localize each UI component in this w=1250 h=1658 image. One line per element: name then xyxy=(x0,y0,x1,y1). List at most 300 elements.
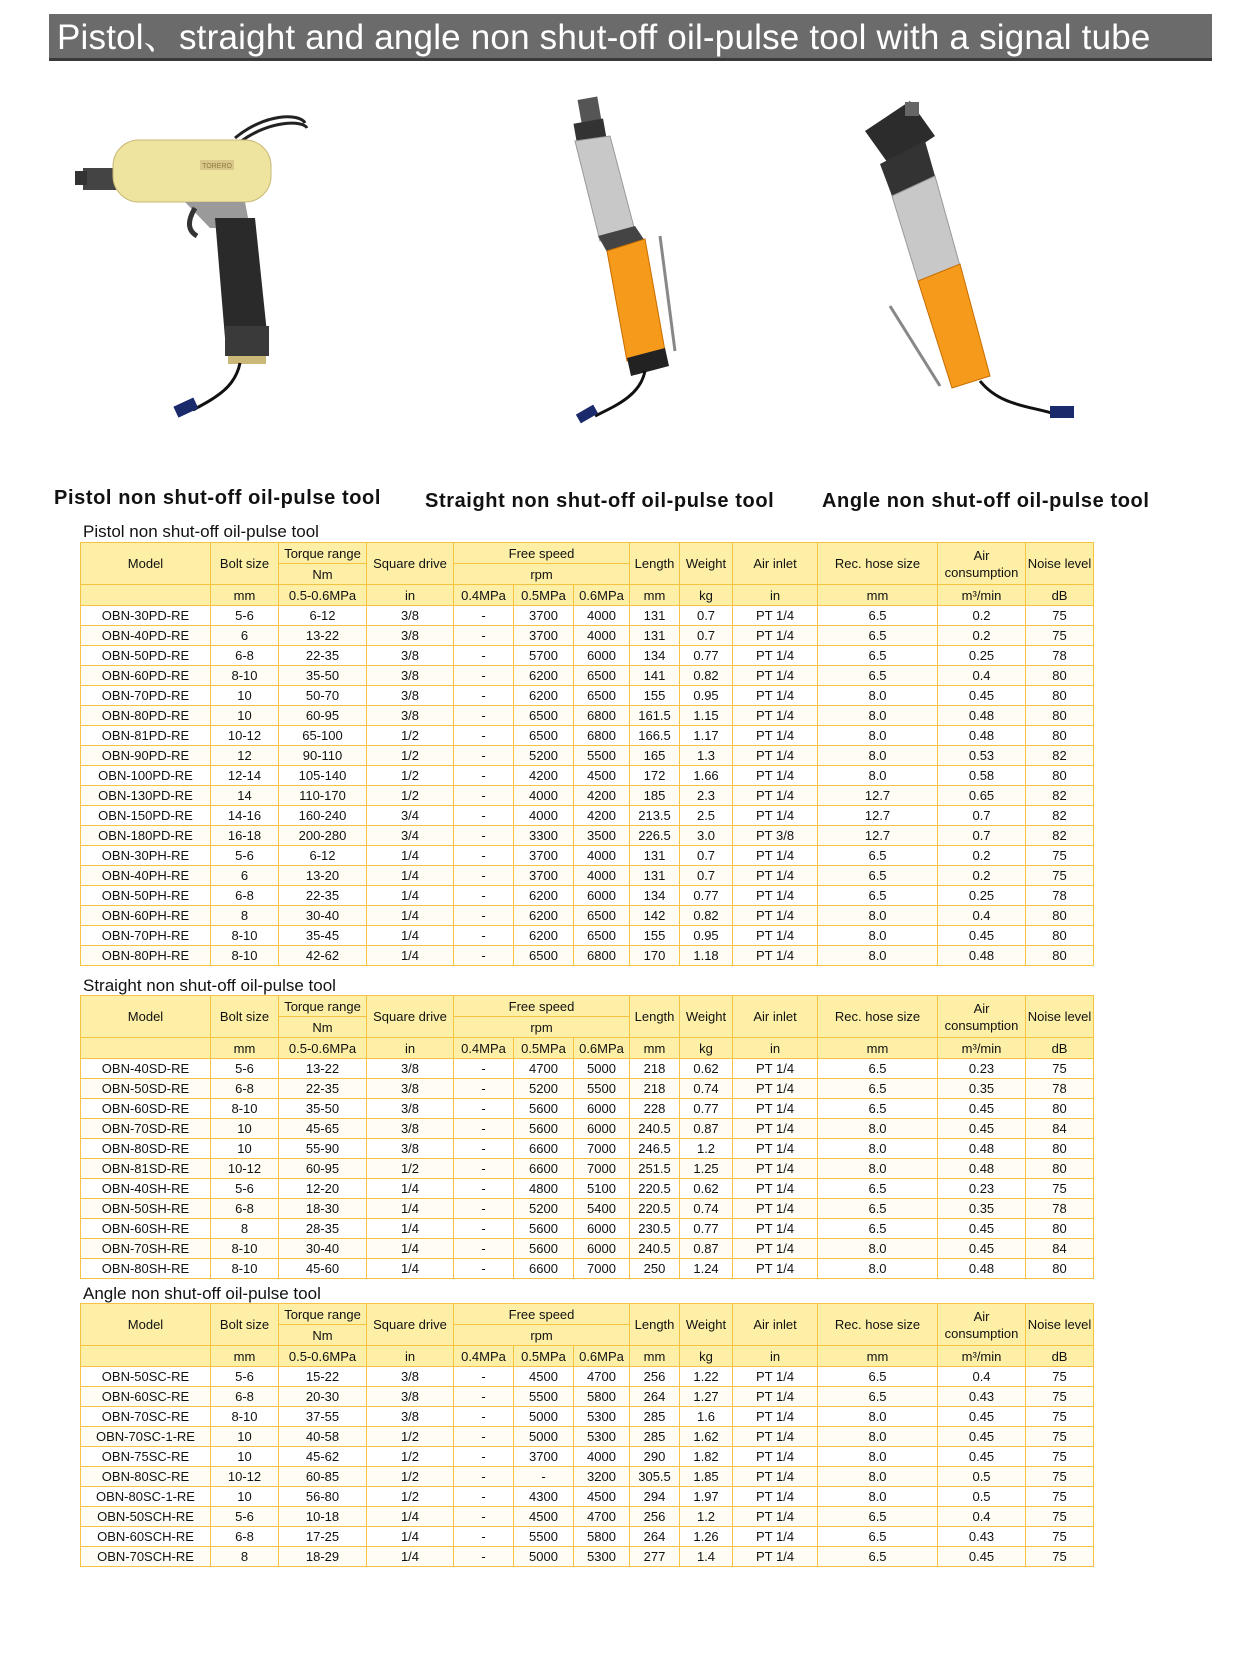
unit-cell: dB xyxy=(1026,1038,1094,1059)
straight-caption: Straight non shut-off oil-pulse tool xyxy=(425,490,775,512)
header-bolt-size: Bolt size xyxy=(211,996,279,1038)
header-rec-hose-size: Rec. hose size xyxy=(818,1304,938,1346)
spec-cell: 240.5 xyxy=(630,1239,680,1259)
model-cell: OBN-30PH-RE xyxy=(81,846,211,866)
spec-cell: - xyxy=(454,766,514,786)
spec-cell: 218 xyxy=(630,1059,680,1079)
spec-cell: 3/8 xyxy=(367,706,454,726)
table-row xyxy=(81,746,1094,766)
angle-caption: Angle non shut-off oil-pulse tool xyxy=(822,490,1150,512)
spec-cell: 4700 xyxy=(514,1059,574,1079)
spec-cell: 84 xyxy=(1026,1239,1094,1259)
spec-cell: PT 1/4 xyxy=(733,906,818,926)
spec-cell: 6600 xyxy=(514,1159,574,1179)
spec-cell: - xyxy=(454,946,514,966)
spec-cell: 8.0 xyxy=(818,906,938,926)
unit-cell: mm xyxy=(818,585,938,606)
header-square-drive: Square drive xyxy=(367,996,454,1038)
table-row xyxy=(81,1159,1094,1179)
unit-cell: dB xyxy=(1026,585,1094,606)
spec-cell: 1.22 xyxy=(680,1367,733,1387)
spec-cell: 0.45 xyxy=(938,1407,1026,1427)
spec-cell: PT 1/4 xyxy=(733,726,818,746)
spec-cell: 3700 xyxy=(514,1447,574,1467)
spec-cell: 6-12 xyxy=(279,606,367,626)
spec-cell: 1/2 xyxy=(367,786,454,806)
spec-cell: 3500 xyxy=(574,826,630,846)
model-cell: OBN-60PH-RE xyxy=(81,906,211,926)
spec-cell: 6000 xyxy=(574,1219,630,1239)
spec-cell: 75 xyxy=(1026,606,1094,626)
model-cell: OBN-50SD-RE xyxy=(81,1079,211,1099)
spec-cell: - xyxy=(454,1139,514,1159)
spec-cell: 8.0 xyxy=(818,1467,938,1487)
table-row xyxy=(81,646,1094,666)
pistol-tool-image xyxy=(75,108,335,438)
unit-cell: m³/min xyxy=(938,585,1026,606)
spec-cell: 1/4 xyxy=(367,866,454,886)
model-cell: OBN-70SH-RE xyxy=(81,1239,211,1259)
spec-cell: 6500 xyxy=(574,686,630,706)
spec-cell: 8-10 xyxy=(211,1259,279,1279)
spec-cell: 8.0 xyxy=(818,1487,938,1507)
spec-cell: 45-62 xyxy=(279,1447,367,1467)
header-torque-unit: Nm xyxy=(279,1325,367,1346)
spec-cell: PT 1/4 xyxy=(733,1219,818,1239)
pistol-table-title: Pistol non shut-off oil-pulse tool xyxy=(83,522,319,541)
spec-cell: - xyxy=(454,1507,514,1527)
spec-cell: 30-40 xyxy=(279,1239,367,1259)
spec-cell: 75 xyxy=(1026,626,1094,646)
table-row xyxy=(81,886,1094,906)
spec-cell: 6200 xyxy=(514,886,574,906)
header-length: Length xyxy=(630,996,680,1038)
spec-cell: 17-25 xyxy=(279,1527,367,1547)
header-noise-level: Noise level xyxy=(1026,543,1094,585)
header-air-inlet: Air inlet xyxy=(733,543,818,585)
spec-cell: 5000 xyxy=(514,1407,574,1427)
spec-cell: PT 1/4 xyxy=(733,1547,818,1567)
spec-cell: - xyxy=(454,1527,514,1547)
table-row xyxy=(81,926,1094,946)
spec-cell: 1.66 xyxy=(680,766,733,786)
spec-cell: 0.7 xyxy=(938,806,1026,826)
model-cell: OBN-40SH-RE xyxy=(81,1179,211,1199)
model-cell: OBN-80PD-RE xyxy=(81,706,211,726)
unit-cell: 0.5MPa xyxy=(514,1038,574,1059)
spec-cell: - xyxy=(454,646,514,666)
spec-cell: 5-6 xyxy=(211,1059,279,1079)
spec-cell: 4000 xyxy=(574,866,630,886)
spec-cell: 294 xyxy=(630,1487,680,1507)
spec-cell: 14 xyxy=(211,786,279,806)
spec-cell: 0.45 xyxy=(938,1547,1026,1567)
straight-tool-image xyxy=(565,96,695,436)
spec-cell: 131 xyxy=(630,626,680,646)
table-row xyxy=(81,806,1094,826)
table-row xyxy=(81,1407,1094,1427)
spec-cell: 6-12 xyxy=(279,846,367,866)
spec-cell: - xyxy=(454,626,514,646)
table-row xyxy=(81,1079,1094,1099)
spec-cell: 0.45 xyxy=(938,1119,1026,1139)
spec-cell: 4000 xyxy=(574,1447,630,1467)
model-cell: OBN-40PH-RE xyxy=(81,866,211,886)
spec-cell: 5300 xyxy=(574,1547,630,1567)
spec-cell: 8 xyxy=(211,1219,279,1239)
spec-cell: 80 xyxy=(1026,1139,1094,1159)
spec-cell: 0.5 xyxy=(938,1467,1026,1487)
unit-cell: in xyxy=(367,585,454,606)
spec-cell: PT 1/4 xyxy=(733,1239,818,1259)
header-air-inlet: Air inlet xyxy=(733,996,818,1038)
spec-cell: 200-280 xyxy=(279,826,367,846)
spec-cell: 12 xyxy=(211,746,279,766)
header-noise-level: Noise level xyxy=(1026,996,1094,1038)
spec-cell: 6600 xyxy=(514,1259,574,1279)
table-row xyxy=(81,1507,1094,1527)
spec-cell: 228 xyxy=(630,1099,680,1119)
spec-cell: 213.5 xyxy=(630,806,680,826)
spec-cell: 35-50 xyxy=(279,1099,367,1119)
spec-cell: 0.45 xyxy=(938,926,1026,946)
angle-table-title: Angle non shut-off oil-pulse tool xyxy=(83,1284,321,1303)
spec-cell: 1/4 xyxy=(367,1507,454,1527)
spec-cell: 6.5 xyxy=(818,606,938,626)
header-bolt-size: Bolt size xyxy=(211,543,279,585)
spec-cell: PT 1/4 xyxy=(733,1367,818,1387)
spec-cell: 6.5 xyxy=(818,1219,938,1239)
spec-cell: 1/2 xyxy=(367,726,454,746)
spec-cell: 5600 xyxy=(514,1219,574,1239)
spec-cell: 6.5 xyxy=(818,1079,938,1099)
spec-cell: - xyxy=(454,846,514,866)
spec-cell: 0.77 xyxy=(680,1219,733,1239)
table-row xyxy=(81,766,1094,786)
spec-cell: 230.5 xyxy=(630,1219,680,1239)
spec-cell: 0.48 xyxy=(938,706,1026,726)
spec-cell: 8.0 xyxy=(818,1119,938,1139)
spec-cell: 8.0 xyxy=(818,946,938,966)
spec-cell: 1.25 xyxy=(680,1159,733,1179)
spec-cell: PT 1/4 xyxy=(733,666,818,686)
spec-cell: 155 xyxy=(630,686,680,706)
spec-cell: 0.77 xyxy=(680,1099,733,1119)
spec-cell: 0.48 xyxy=(938,1159,1026,1179)
spec-cell: 161.5 xyxy=(630,706,680,726)
unit-cell: m³/min xyxy=(938,1038,1026,1059)
header-torque-unit: Nm xyxy=(279,1017,367,1038)
spec-cell: 0.45 xyxy=(938,1099,1026,1119)
spec-cell: 14-16 xyxy=(211,806,279,826)
spec-cell: 1/4 xyxy=(367,1527,454,1547)
spec-cell: 6.5 xyxy=(818,666,938,686)
spec-cell: - xyxy=(454,606,514,626)
spec-cell: 4700 xyxy=(574,1507,630,1527)
spec-cell: 6-8 xyxy=(211,1079,279,1099)
spec-cell: 5600 xyxy=(514,1119,574,1139)
spec-cell: 0.7 xyxy=(938,826,1026,846)
unit-cell: 0.6MPa xyxy=(574,585,630,606)
spec-cell: 1/4 xyxy=(367,906,454,926)
spec-cell: 0.25 xyxy=(938,886,1026,906)
angle-tool-image xyxy=(860,96,1110,436)
spec-cell: 0.2 xyxy=(938,846,1026,866)
model-cell: OBN-130PD-RE xyxy=(81,786,211,806)
spec-cell: 3/8 xyxy=(367,686,454,706)
spec-cell: 0.87 xyxy=(680,1239,733,1259)
spec-cell: 170 xyxy=(630,946,680,966)
spec-cell: - xyxy=(454,1487,514,1507)
spec-cell: 6.5 xyxy=(818,1199,938,1219)
header-speed-unit: rpm xyxy=(454,1017,630,1038)
spec-cell: 0.35 xyxy=(938,1079,1026,1099)
table-row xyxy=(81,626,1094,646)
model-cell: OBN-70PH-RE xyxy=(81,926,211,946)
spec-cell: - xyxy=(454,1259,514,1279)
unit-cell: mm xyxy=(630,1346,680,1367)
spec-cell: 256 xyxy=(630,1507,680,1527)
table-row xyxy=(81,1467,1094,1487)
spec-cell: 0.4 xyxy=(938,1367,1026,1387)
spec-cell: 142 xyxy=(630,906,680,926)
spec-cell: 1/4 xyxy=(367,846,454,866)
spec-cell: - xyxy=(454,1387,514,1407)
unit-cell: 0.6MPa xyxy=(574,1038,630,1059)
spec-cell: 185 xyxy=(630,786,680,806)
header-length: Length xyxy=(630,1304,680,1346)
spec-cell: 6 xyxy=(211,626,279,646)
spec-cell: 50-70 xyxy=(279,686,367,706)
spec-cell: 1.6 xyxy=(680,1407,733,1427)
spec-cell: 6 xyxy=(211,866,279,886)
spec-cell: 8.0 xyxy=(818,1427,938,1447)
unit-cell: kg xyxy=(680,1346,733,1367)
spec-cell: 5-6 xyxy=(211,606,279,626)
spec-cell: 0.45 xyxy=(938,1447,1026,1467)
spec-cell: 3700 xyxy=(514,606,574,626)
table-row xyxy=(81,846,1094,866)
table-row xyxy=(81,606,1094,626)
spec-cell: 78 xyxy=(1026,886,1094,906)
spec-cell: 16-18 xyxy=(211,826,279,846)
spec-cell: 6.5 xyxy=(818,1527,938,1547)
spec-cell: 7000 xyxy=(574,1259,630,1279)
model-cell: OBN-75SC-RE xyxy=(81,1447,211,1467)
header-torque-range: Torque range xyxy=(279,996,367,1017)
spec-cell: - xyxy=(454,926,514,946)
header-noise-level: Noise level xyxy=(1026,1304,1094,1346)
spec-cell: 5500 xyxy=(574,1079,630,1099)
spec-cell: 6-8 xyxy=(211,1199,279,1219)
model-cell: OBN-50SCH-RE xyxy=(81,1507,211,1527)
model-cell: OBN-80SC-1-RE xyxy=(81,1487,211,1507)
spec-cell: 251.5 xyxy=(630,1159,680,1179)
table-row xyxy=(81,826,1094,846)
spec-cell: 1/2 xyxy=(367,1427,454,1447)
spec-cell: 3700 xyxy=(514,846,574,866)
model-cell: OBN-40SD-RE xyxy=(81,1059,211,1079)
spec-cell: 5500 xyxy=(574,746,630,766)
table-row xyxy=(81,1119,1094,1139)
unit-cell: kg xyxy=(680,1038,733,1059)
spec-cell: 0.77 xyxy=(680,886,733,906)
spec-cell: 75 xyxy=(1026,866,1094,886)
unit-cell: in xyxy=(733,1346,818,1367)
spec-cell: 10 xyxy=(211,706,279,726)
spec-cell: 56-80 xyxy=(279,1487,367,1507)
spec-cell: 0.43 xyxy=(938,1387,1026,1407)
spec-cell: 6000 xyxy=(574,1099,630,1119)
spec-cell: 4500 xyxy=(574,1487,630,1507)
spec-cell: 5-6 xyxy=(211,846,279,866)
spec-cell: 5400 xyxy=(574,1199,630,1219)
spec-cell: 5600 xyxy=(514,1099,574,1119)
header-free-speed: Free speed xyxy=(454,1304,630,1325)
model-cell: OBN-50SC-RE xyxy=(81,1367,211,1387)
spec-cell: 6500 xyxy=(514,726,574,746)
header-model: Model xyxy=(81,1304,211,1346)
spec-cell: 1.4 xyxy=(680,1547,733,1567)
spec-cell: 134 xyxy=(630,646,680,666)
spec-cell: 22-35 xyxy=(279,886,367,906)
model-cell: OBN-70SCH-RE xyxy=(81,1547,211,1567)
header-square-drive: Square drive xyxy=(367,1304,454,1346)
spec-cell: 80 xyxy=(1026,1219,1094,1239)
spec-cell: 246.5 xyxy=(630,1139,680,1159)
spec-cell: 3300 xyxy=(514,826,574,846)
spec-cell: PT 1/4 xyxy=(733,606,818,626)
unit-cell: 0.5-0.6MPa xyxy=(279,1346,367,1367)
header-air-inlet: Air inlet xyxy=(733,1304,818,1346)
spec-cell: 7000 xyxy=(574,1159,630,1179)
spec-cell: 4200 xyxy=(514,766,574,786)
unit-cell: 0.6MPa xyxy=(574,1346,630,1367)
spec-cell: - xyxy=(514,1467,574,1487)
spec-cell: 0.4 xyxy=(938,906,1026,926)
spec-cell: 6.5 xyxy=(818,1179,938,1199)
header-torque-unit: Nm xyxy=(279,564,367,585)
spec-cell: - xyxy=(454,726,514,746)
spec-cell: PT 1/4 xyxy=(733,1079,818,1099)
table-row xyxy=(81,706,1094,726)
spec-cell: PT 1/4 xyxy=(733,1527,818,1547)
spec-cell: 0.7 xyxy=(680,606,733,626)
spec-cell: 1/4 xyxy=(367,886,454,906)
spec-cell: PT 1/4 xyxy=(733,806,818,826)
spec-cell: 1.26 xyxy=(680,1527,733,1547)
spec-cell: 10 xyxy=(211,1427,279,1447)
spec-cell: 4200 xyxy=(574,786,630,806)
spec-cell: 82 xyxy=(1026,806,1094,826)
spec-cell: 1/4 xyxy=(367,1199,454,1219)
spec-cell: 6800 xyxy=(574,706,630,726)
table-row xyxy=(81,866,1094,886)
spec-cell: 82 xyxy=(1026,826,1094,846)
spec-cell: 8-10 xyxy=(211,1099,279,1119)
spec-cell: PT 1/4 xyxy=(733,886,818,906)
spec-cell: 6500 xyxy=(574,926,630,946)
spec-cell: PT 1/4 xyxy=(733,1199,818,1219)
model-cell: OBN-70SD-RE xyxy=(81,1119,211,1139)
spec-cell: 12-20 xyxy=(279,1179,367,1199)
spec-cell: PT 1/4 xyxy=(733,686,818,706)
spec-cell: 1.18 xyxy=(680,946,733,966)
table-row xyxy=(81,1139,1094,1159)
spec-cell: 256 xyxy=(630,1367,680,1387)
spec-cell: 226.5 xyxy=(630,826,680,846)
spec-cell: 105-140 xyxy=(279,766,367,786)
spec-cell: 6500 xyxy=(574,666,630,686)
spec-cell: 5700 xyxy=(514,646,574,666)
model-cell: OBN-50PH-RE xyxy=(81,886,211,906)
header-torque-range: Torque range xyxy=(279,1304,367,1325)
spec-cell: 6000 xyxy=(574,886,630,906)
spec-cell: PT 3/8 xyxy=(733,826,818,846)
spec-cell: 0.5 xyxy=(938,1487,1026,1507)
spec-cell: 3/8 xyxy=(367,666,454,686)
spec-cell: 28-35 xyxy=(279,1219,367,1239)
spec-cell: PT 1/4 xyxy=(733,766,818,786)
page-banner-title: Pistol、straight and angle non shut-off oil-pulse tool with a signal tube xyxy=(49,14,1212,61)
spec-cell: 6800 xyxy=(574,946,630,966)
spec-cell: 1.3 xyxy=(680,746,733,766)
spec-cell: 5000 xyxy=(574,1059,630,1079)
header-speed-unit: rpm xyxy=(454,1325,630,1346)
spec-cell: PT 1/4 xyxy=(733,866,818,886)
spec-cell: 8.0 xyxy=(818,1159,938,1179)
pistol-caption: Pistol non shut-off oil-pulse tool xyxy=(54,487,382,509)
model-cell: OBN-180PD-RE xyxy=(81,826,211,846)
header-rec-hose-size: Rec. hose size xyxy=(818,996,938,1038)
spec-cell: 4300 xyxy=(514,1487,574,1507)
spec-cell: PT 1/4 xyxy=(733,1507,818,1527)
spec-cell: 3/8 xyxy=(367,1139,454,1159)
unit-cell: mm xyxy=(211,585,279,606)
spec-cell: 75 xyxy=(1026,1059,1094,1079)
table-row xyxy=(81,1059,1094,1079)
spec-cell: 75 xyxy=(1026,1467,1094,1487)
spec-cell: 6200 xyxy=(514,666,574,686)
spec-cell: 75 xyxy=(1026,1447,1094,1467)
spec-cell: 5200 xyxy=(514,746,574,766)
unit-cell: in xyxy=(367,1346,454,1367)
spec-cell: 80 xyxy=(1026,906,1094,926)
spec-cell: 0.53 xyxy=(938,746,1026,766)
spec-cell: - xyxy=(454,706,514,726)
table-row xyxy=(81,1487,1094,1507)
spec-cell: 4000 xyxy=(514,806,574,826)
spec-cell: 8.0 xyxy=(818,926,938,946)
spec-cell: - xyxy=(454,886,514,906)
spec-cell: 4000 xyxy=(514,786,574,806)
spec-cell: - xyxy=(454,1179,514,1199)
spec-cell: 7000 xyxy=(574,1139,630,1159)
spec-cell: 75 xyxy=(1026,1427,1094,1447)
spec-cell: 4500 xyxy=(574,766,630,786)
spec-cell: 8-10 xyxy=(211,926,279,946)
spec-cell: 5000 xyxy=(514,1427,574,1447)
spec-cell: - xyxy=(454,786,514,806)
spec-cell: 290 xyxy=(630,1447,680,1467)
model-cell: OBN-80SH-RE xyxy=(81,1259,211,1279)
spec-cell: 0.65 xyxy=(938,786,1026,806)
spec-cell: - xyxy=(454,1079,514,1099)
spec-cell: 80 xyxy=(1026,766,1094,786)
spec-cell: 3/4 xyxy=(367,806,454,826)
spec-cell: 8.0 xyxy=(818,746,938,766)
spec-cell: 305.5 xyxy=(630,1467,680,1487)
